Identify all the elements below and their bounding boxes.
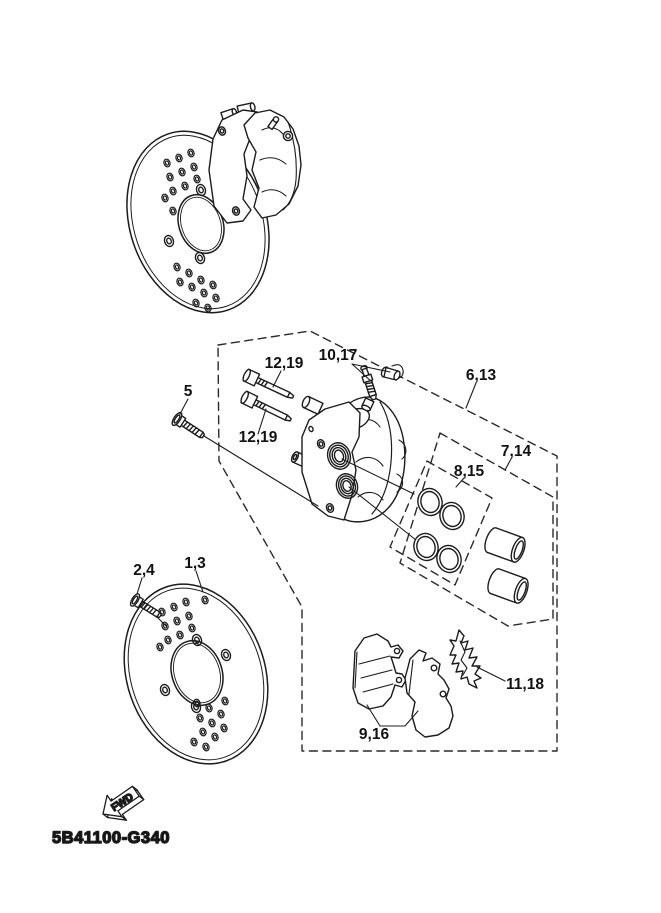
disc-vent-holes (156, 595, 229, 751)
brake-caliper-assembled (209, 103, 301, 223)
kit-box-piston (400, 433, 553, 626)
caliper-piston-upper (482, 526, 528, 564)
callout-pad-kit: 9,16 (358, 726, 390, 743)
callout-pad-spring: 11,18 (506, 676, 544, 693)
disc-mount-bolt (129, 593, 164, 622)
callout-disc-bolt: 2,4 (133, 562, 155, 579)
brake-pad-outer (353, 634, 406, 709)
callout-seal-kit: 8,15 (453, 463, 485, 480)
caliper-body (290, 395, 406, 522)
assembled-front-brake (103, 103, 301, 333)
exploded-view (170, 331, 557, 751)
fwd-direction-arrow (103, 786, 144, 820)
caliper-mount-bolt (170, 411, 207, 442)
callout-bleed-screw: 10,17 (318, 347, 358, 364)
callout-caliper-assembly: 6,13 (465, 367, 497, 384)
fwd-label: FWD (109, 790, 136, 815)
pad-spring (450, 630, 481, 688)
brake-pad-inner (405, 650, 453, 737)
caliper-piston-lower (485, 567, 531, 605)
bleed-screw (359, 364, 379, 400)
brake-disc-exploded (101, 565, 291, 784)
callout-piston-kit: 7,14 (500, 443, 532, 460)
bleed-screw-cap (380, 365, 403, 381)
drawing-number: 5B41100-G340 (52, 829, 170, 847)
callout-disc: 1,3 (184, 555, 206, 572)
callout-slide-pin-upper: 12,19 (264, 355, 304, 372)
callout-caliper-bolt: 5 (183, 383, 193, 400)
callout-slide-pin-lower: 12,19 (238, 429, 278, 446)
piston-seals (411, 486, 468, 576)
